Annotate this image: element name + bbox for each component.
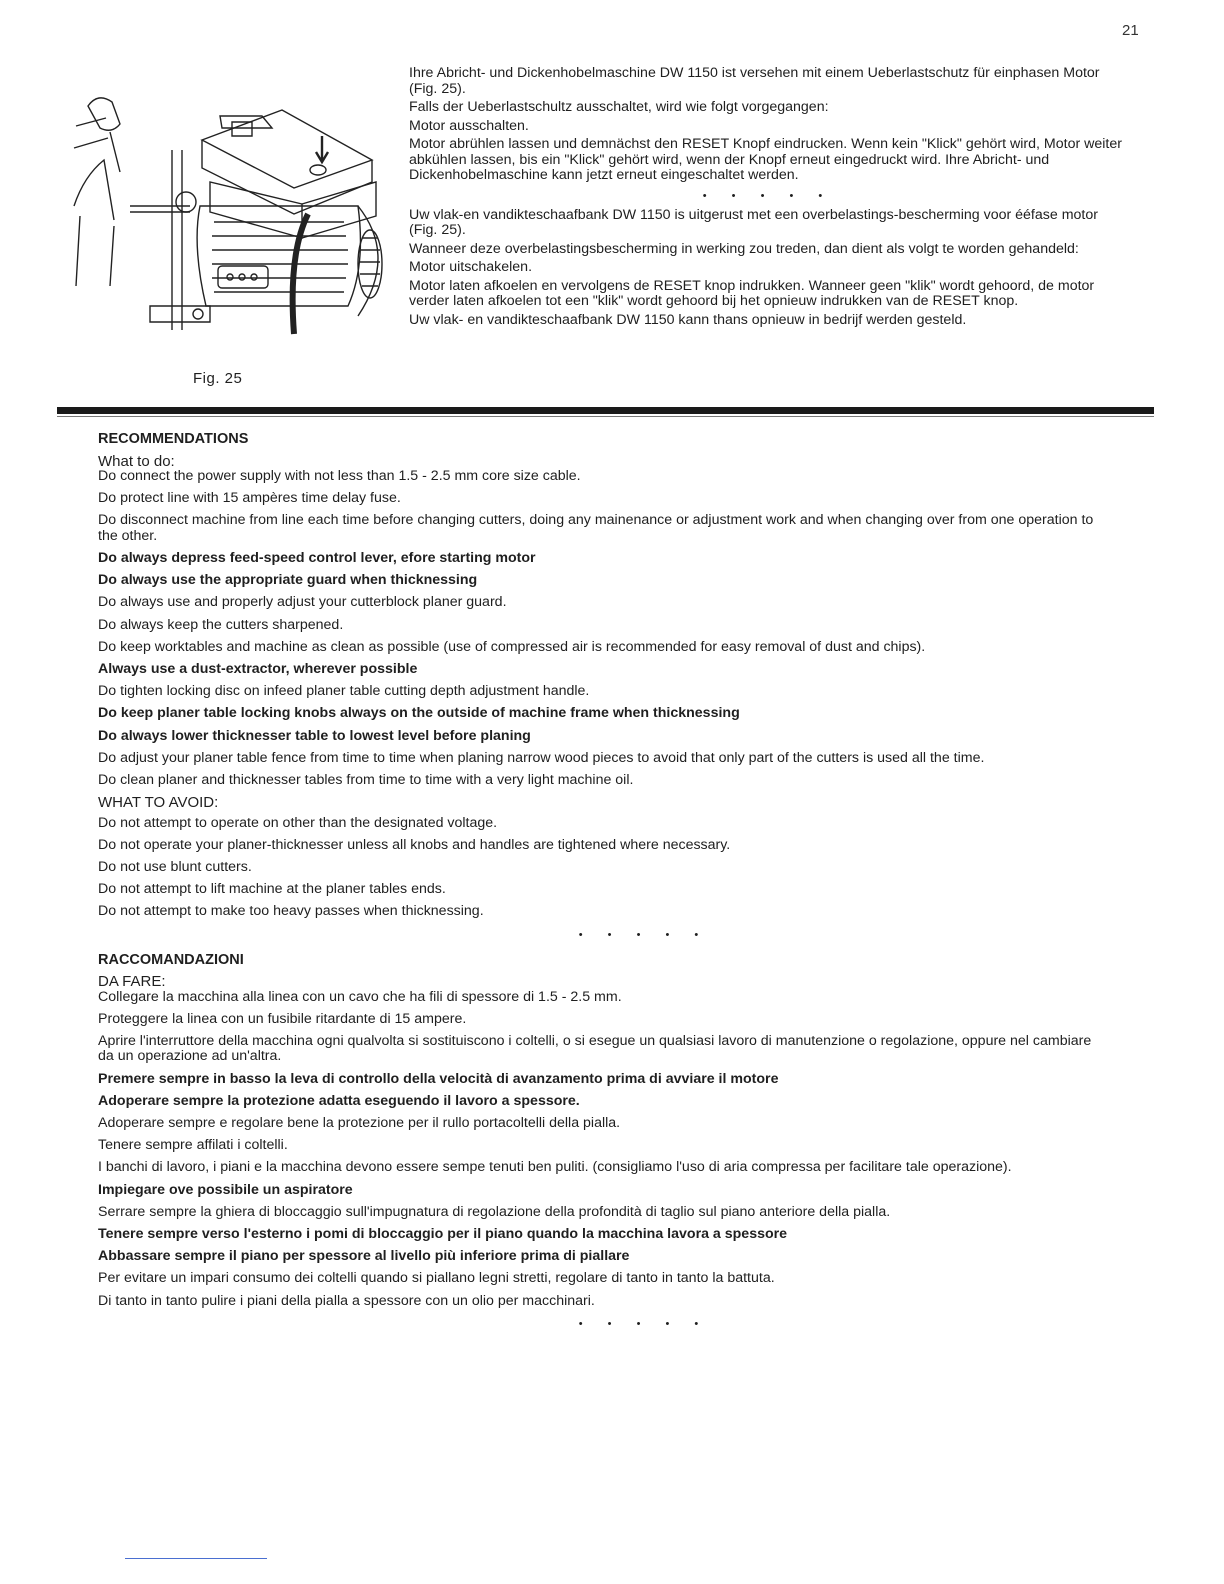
do-item: Do clean planer and thicknesser tables from time to time with a very light machine oil. <box>98 771 634 788</box>
do-item: Do always keep the cutters sharpened. <box>98 616 344 633</box>
what-to-do-label: What to do: <box>98 452 175 470</box>
avoid-item: Do not attempt to make too heavy passes when thicknessing. <box>98 903 484 920</box>
dutch-paragraph-3: Motor uitschakelen. <box>409 259 533 275</box>
main-text <box>98 432 1110 1342</box>
figure-25 <box>70 86 388 396</box>
italian-item-bold: Tenere sempre verso l'esterno i pomi di bloccaggio per il piano quando la macchina lavora a spessore <box>98 1225 788 1242</box>
footnote-rule <box>125 1558 267 1559</box>
do-item: Do connect the power supply with not less than 1.5 - 2.5 mm core size cable. <box>98 468 581 484</box>
separator-stars: • • • • • <box>578 1317 710 1330</box>
italian-item: Aprire l'interruttore della macchina ogni qualvolta si sostituiscono i coltelli, o si esegue un qualsiasi lavoro di manutenzione o regolazione, oppure nel cambiare da un operazione ad un'altra. <box>98 1032 1092 1065</box>
do-item: Do always use and properly adjust your cutterblock planer guard. <box>98 594 507 611</box>
do-item: Do keep worktables and machine as clean as possible (use of compressed air is recommended for easy removal of dust and chips). <box>98 638 926 655</box>
italian-item: Adoperare sempre e regolare bene la protezione per il rullo portacoltelli della pialla. <box>98 1115 621 1131</box>
top-text-column <box>409 66 1127 331</box>
avoid-item: Do not use blunt cutters. <box>98 859 252 875</box>
what-to-avoid-label: WHAT TO AVOID: <box>98 794 219 812</box>
separator-stars: • • • • • <box>578 928 710 941</box>
do-item-bold: Do always use the appropriate guard when thicknessing <box>98 572 478 589</box>
italian-item: Tenere sempre affilati i coltelli. <box>98 1137 288 1154</box>
italian-item-bold: Adoperare sempre la protezione adatta eseguendo il lavoro a spessore. <box>98 1092 580 1109</box>
italian-item: Di tanto in tanto pulire i piani della pialla a spessore con un olio per macchinari. <box>98 1292 595 1309</box>
italian-item: Serrare sempre la ghiera di bloccaggio sull'impugnatura di regolazione della profondità di taglio sul piano anteriore della pialla. <box>98 1203 891 1220</box>
italian-item-bold: Impiegare ove possibile un aspiratore <box>98 1181 353 1198</box>
italian-item: Proteggere la linea con un fusibile ritardante di 15 ampere. <box>98 1010 467 1027</box>
german-paragraph-2: Falls der Ueberlastschultz ausschaltet, wird wie folgt vorgegangen: <box>409 99 829 115</box>
avoid-item: Do not attempt to lift machine at the planer tables ends. <box>98 881 446 898</box>
dutch-paragraph-1: Uw vlak-en vandikteschaafbank DW 1150 is uitgerust met een overbelastings-bescherming voor ééfase motor (Fig. 25). <box>409 206 1098 238</box>
planer-motor-illustration-icon <box>70 86 388 356</box>
do-item: Do adjust your planer table fence from time to time when planing narrow wood pieces to avoid that only part of the cutters is used all the time. <box>98 749 985 766</box>
german-paragraph-4: Motor abrühlen lassen und demnächst den RESET Knopf eindrucken. Wenn kein "Klick" gehört wird, Motor weiter abkühlen lassen, bis ein "Klick" gehört wird, wenn der Knopf erneut eingedruckt wird. Ihre Abricht- und Dickenhobelmaschine kann jetzt erneut eingeschaltet werden. <box>409 136 1122 183</box>
separator-stars: • • • • • <box>702 189 834 202</box>
dutch-paragraph-2: Wanneer deze overbelastingsbescherming in werking zou treden, dan dient als volgt te worden gehandeld: <box>409 240 1079 257</box>
do-item-bold: Do keep planer table locking knobs always on the outside of machine frame when thicknessing <box>98 705 740 722</box>
avoid-item: Do not attempt to operate on other than the designated voltage. <box>98 814 498 831</box>
italian-item: I banchi di lavoro, i piani e la macchina devono essere sempe tenuti ben puliti. (consigliamo l'uso di aria compressa per facilitare tale operazione). <box>98 1159 1012 1176</box>
italian-item: Per evitare un impari consumo dei coltelli quando si piallano legni stretti, regolare di tanto in tanto la battuta. <box>98 1270 775 1287</box>
german-paragraph-1: Ihre Abricht- und Dickenhobelmaschine DW 1150 ist versehen mit einem Ueberlastschutz für einphasen Motor (Fig. 25). <box>409 65 1100 97</box>
german-paragraph-3: Motor ausschalten. <box>409 117 529 134</box>
avoid-item: Do not operate your planer-thicknesser unless all knobs and handles are tightened where necessary. <box>98 836 731 853</box>
da-fare-label: DA FARE: <box>98 973 166 991</box>
italian-item-bold: Premere sempre in basso la leva di controllo della velocità di avanzamento prima di avviare il motore <box>98 1070 779 1087</box>
figure-caption: Fig. 25 <box>193 370 243 387</box>
do-item: Do disconnect machine from line each time before changing cutters, doing any mainenance or adjustment work and when changing over from one operation to the other. <box>98 512 1094 544</box>
section-divider-thin <box>57 416 1154 417</box>
do-item-bold: Do always lower thicknesser table to lowest level before planing <box>98 727 531 744</box>
dutch-paragraph-4: Motor laten afkoelen en vervolgens de RESET knop indrukken. Wanneer geen "klik" wordt gehoord, de motor verder laten afkoelen tot een "klik" wordt gehoord bij het opnieuw indrukken van de RESET knop. <box>409 277 1095 309</box>
do-item-bold: Do always depress feed-speed control lever, efore starting motor <box>98 550 536 567</box>
italian-heading: RACCOMANDAZIONI <box>98 951 244 968</box>
page-number: 21 <box>1122 22 1139 39</box>
do-item-bold: Always use a dust-extractor, wherever possible <box>98 661 418 677</box>
section-divider <box>57 407 1154 414</box>
italian-item-bold: Abbassare sempre il piano per spessore al livello più inferiore prima di piallare <box>98 1248 630 1265</box>
do-item: Do protect line with 15 ampères time delay fuse. <box>98 490 401 507</box>
italian-item: Collegare la macchina alla linea con un cavo che ha fili di spessore di 1.5 - 2.5 mm. <box>98 988 622 1005</box>
do-item: Do tighten locking disc on infeed planer table cutting depth adjustment handle. <box>98 683 590 700</box>
english-heading: RECOMMENDATIONS <box>98 431 249 447</box>
dutch-paragraph-5: Uw vlak- en vandikteschaafbank DW 1150 kann thans opnieuw in bedrijf werden gesteld. <box>409 311 967 328</box>
